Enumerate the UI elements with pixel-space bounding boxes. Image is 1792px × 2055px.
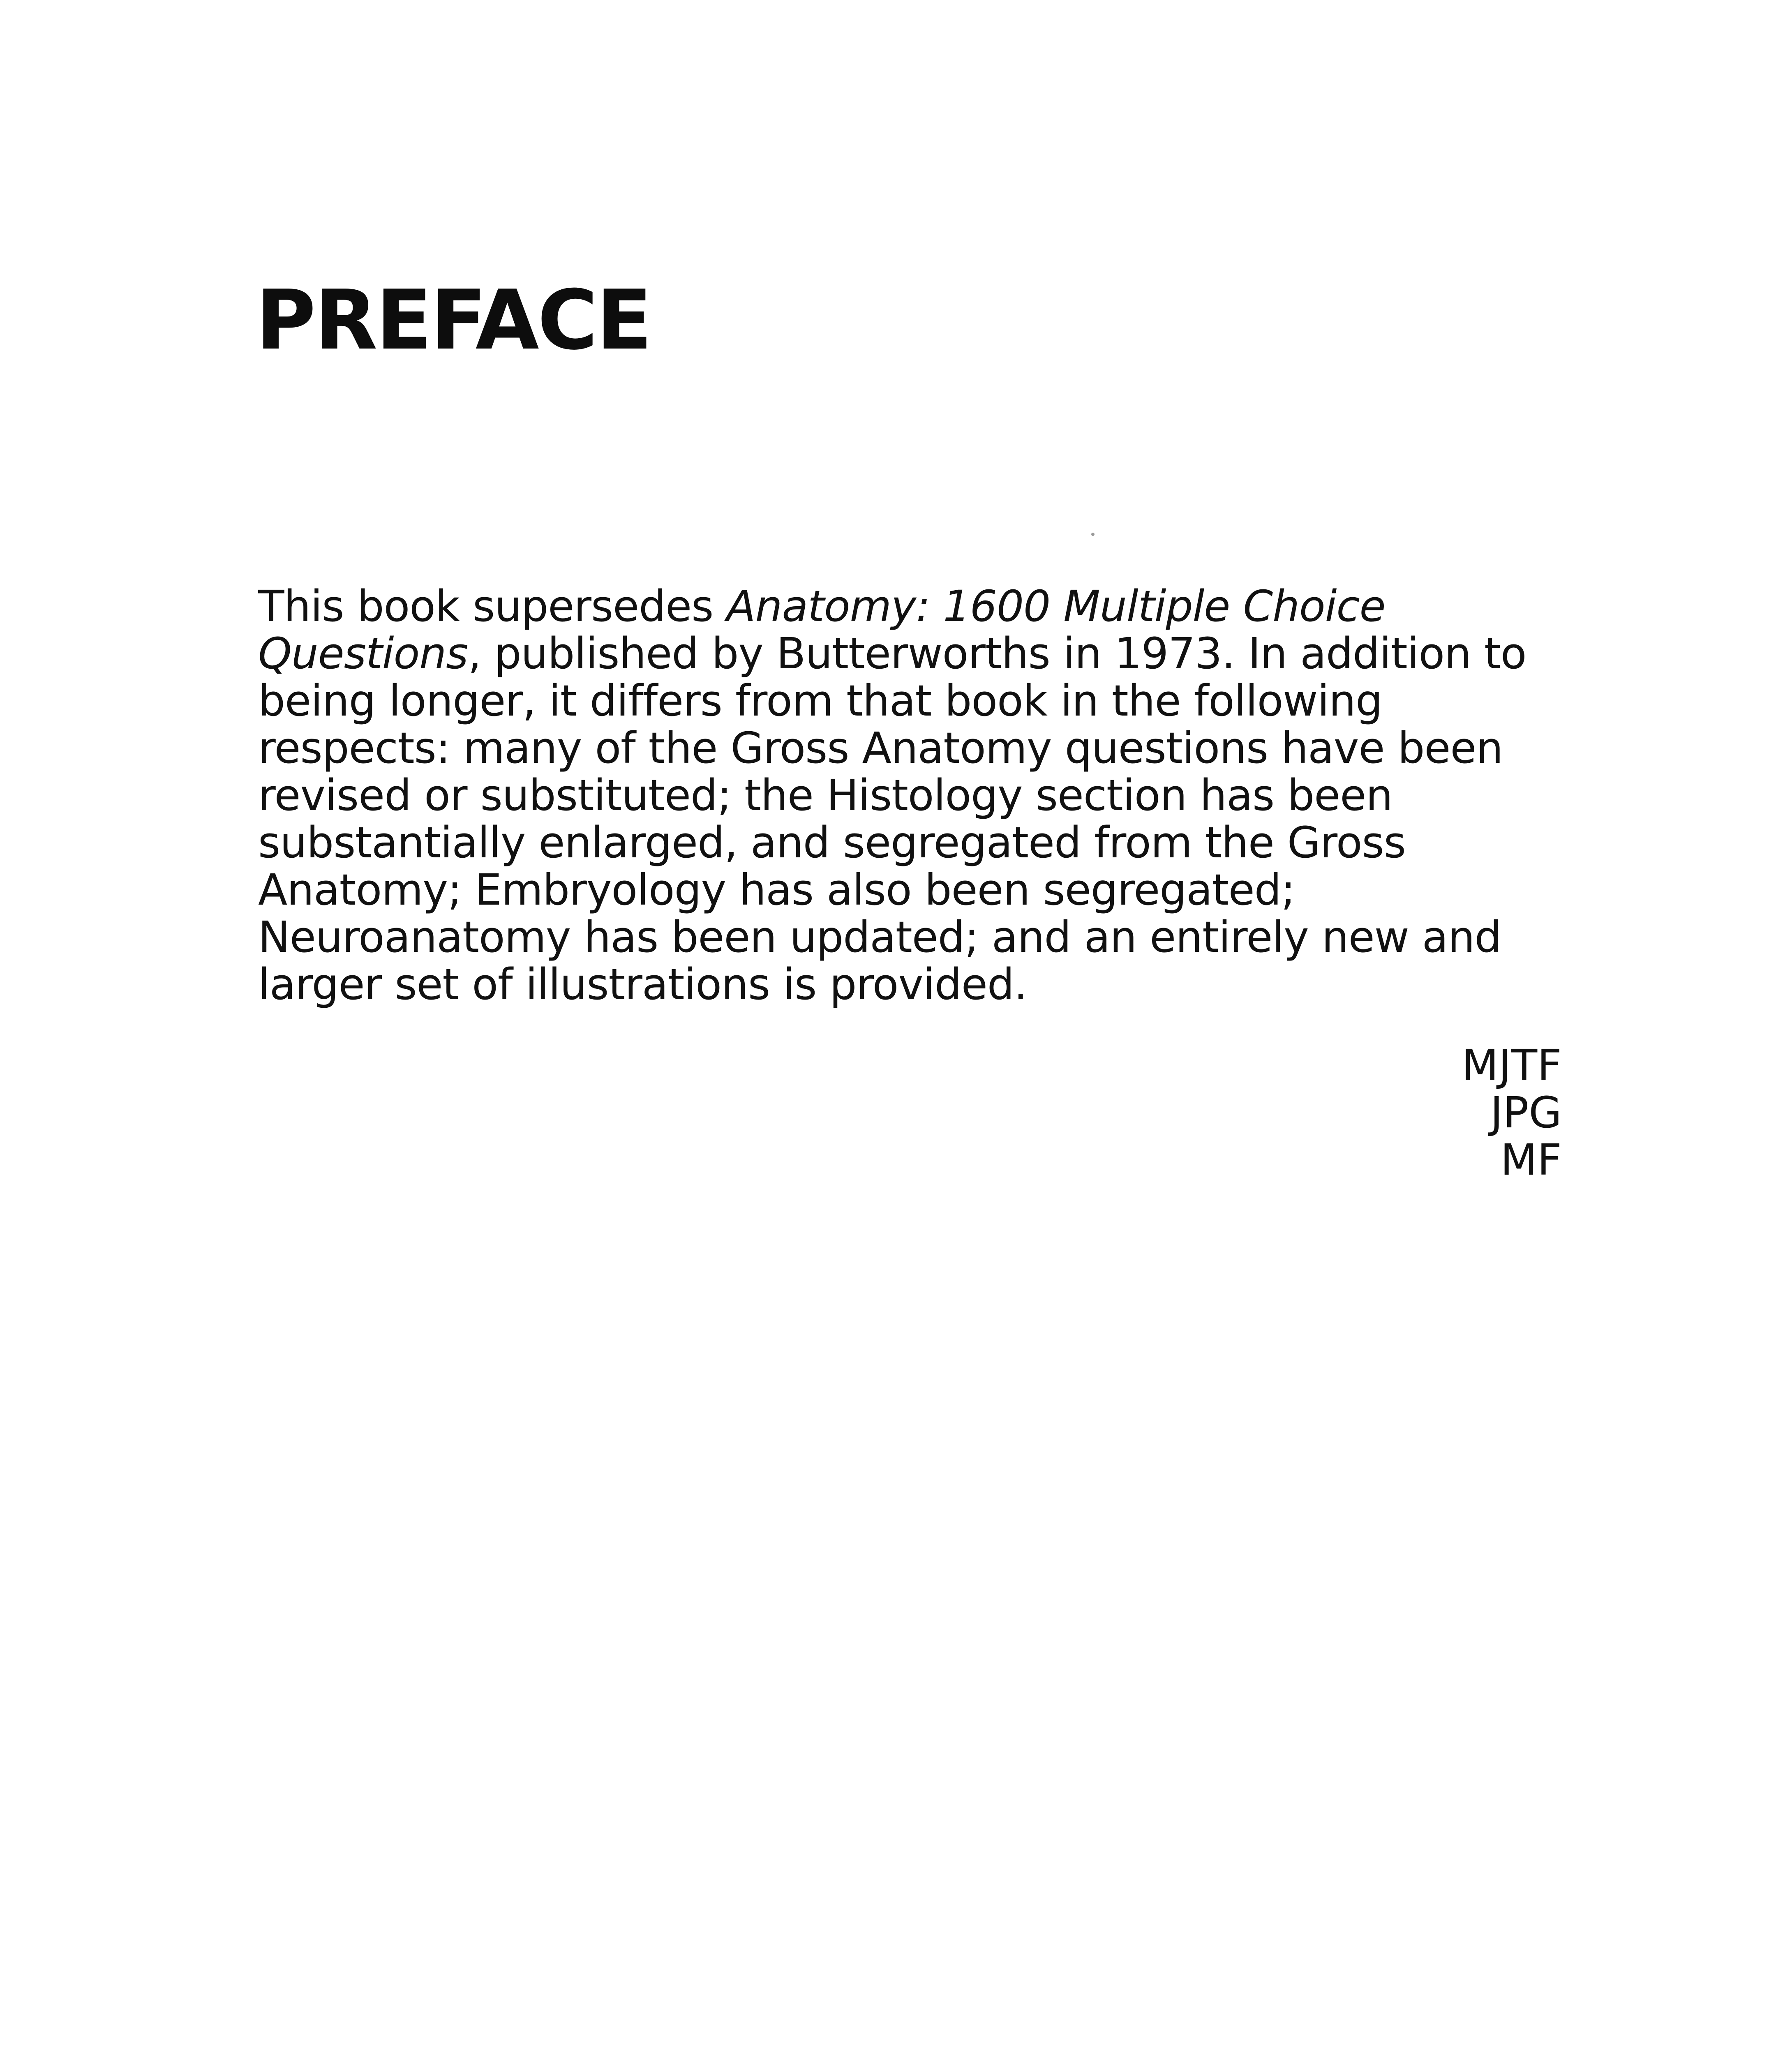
author-initials-1: MJTF (1462, 1040, 1562, 1090)
paragraph-intro: This book supersedes (258, 581, 727, 631)
print-speck (1091, 533, 1095, 536)
preface-paragraph (258, 583, 1553, 1008)
author-initials (1389, 1042, 1562, 1184)
page-title: PREFACE (256, 272, 651, 368)
book-title: Anatomy: 1600 Multiple Choice Questions (258, 581, 1386, 679)
author-initials-3: MF (1500, 1135, 1562, 1185)
paragraph-rest: , published by Butterworths in 1973. In addition to being longer, it differs from that book in the following respects: many of the Gross Anatomy questions have been revised or substituted; the Histology section has been substantially enlarged, and segregated from the Gross Anatomy; Embryology has also been segregated; Neuroanatomy has been updated; and an entirely new and larger set of illustrations is provided. (258, 628, 1526, 1009)
author-initials-2: JPG (1490, 1088, 1562, 1138)
